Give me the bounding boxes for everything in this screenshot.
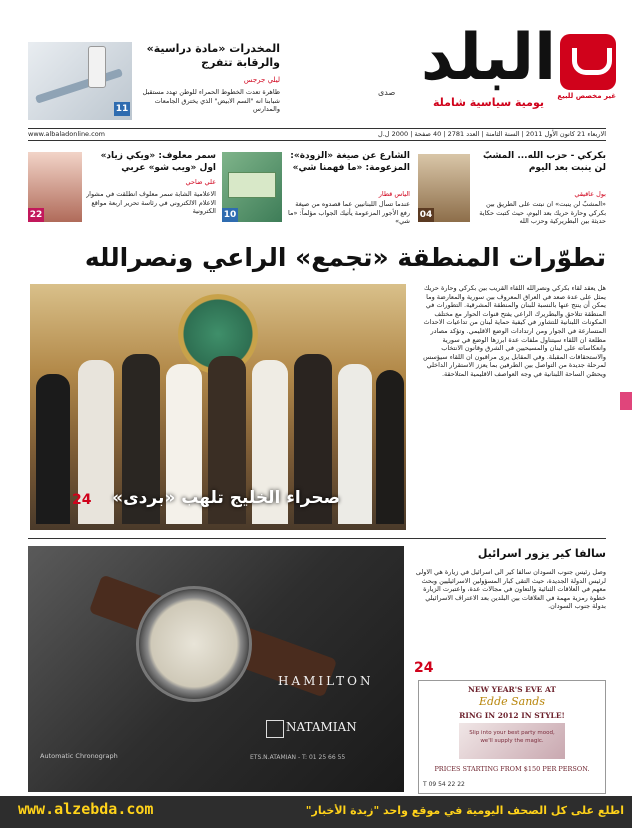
ad-eddesands-title: NEW YEAR'S EVE AT bbox=[468, 685, 556, 694]
teaser-samar[interactable] bbox=[28, 146, 216, 226]
ad-natamian-name: NATAMIAN bbox=[286, 720, 357, 734]
masthead-title: البلد bbox=[420, 21, 556, 95]
photo-caption: صحراء الخليج تلهب «بردى» bbox=[112, 488, 340, 508]
teaser-bkerke-body: «المشبّ لن ينبت» ان نبتت على الطريق بين بكركي وحارة حريك بعد اليوم، حيث كتبت حكاية حديثة بين البطريركية وحزب الله bbox=[479, 200, 606, 225]
vial-icon bbox=[88, 46, 106, 88]
main-headline: تطوّرات المنطقة «تجمع» الراعي ونصرالله bbox=[84, 243, 606, 272]
footer-site[interactable]: www.alzebda.com bbox=[18, 800, 154, 818]
ad-natamian-contact: ETS.N.ATAMIAN - T: 01 25 66 55 bbox=[250, 754, 346, 761]
teaser-drugs-title: المخدرات «مادة دراسية» والرقابة تتفرج bbox=[146, 42, 280, 69]
teaser-wage-body: عندما تسأل اللبنانيين عما قصدوه من صيغة رفع الأجور المزعومة يأتيك الجواب مؤلماً: «ما شي» bbox=[288, 200, 410, 225]
ad-hamilton-model: Automatic Chronograph bbox=[40, 752, 118, 760]
teaser-bkerke-page-badge: 04 bbox=[419, 210, 433, 220]
teaser-drugs[interactable] bbox=[28, 36, 280, 122]
teaser-samar-image bbox=[28, 152, 82, 222]
masthead-prefix: صدى bbox=[378, 88, 396, 97]
footer-banner bbox=[0, 796, 632, 828]
teaser-drugs-page-badge: 11 bbox=[115, 104, 129, 114]
lead-article: هل يعقد لقاء بكركي ونصرالله اللقاء القريب بين بكركي وحارة حريك يمثل على عدة صعد في العراق المعروف بين سورية والمعارضة وما يمكن أن ينتج عنها بالنسبة للبنان والمنطقة المشرقية. التطورات في المنطقة تتلاحق والبطريرك الراعي يفتح قنوات الحوار مع مختلف المكونات اللبنانية للتشاور في كيفية حماية لبنان من تداعيات الاحداث المتسارعة في الجوار ومن ارتدادات الوضع الاقليمي. وتؤكد مصادر مطلعة ان اللقاء سيتناول ملفات عدة ابرزها الوضع في سورية وانعكاساته على لبنان والمسيحيين في الشرق وقانون الانتخاب والاستحقاقات المقبلة. وفي المقابل يرى مراقبون ان اللقاء سيؤسس لمرحلة جديدة من التواصل بين الطرفين بما يعزز الاستقرار الداخلي ويحصّن الساحة اللبنانية في وجه العواصف الاقليمية المتلاحقة. bbox=[423, 284, 606, 378]
teaser-drugs-body: ظاهرة تعدت الخطوط الحمراء للوطن تهدد مستقبل شبابنا انه "السم الابيض" الذي يخترق الجامعات والمدارس bbox=[142, 88, 280, 113]
ad-eddesands-venue: Edde Sands bbox=[479, 695, 545, 708]
teaser-wage-page-badge: 10 bbox=[223, 210, 237, 220]
syringe-icon bbox=[35, 68, 123, 103]
ad-eddesands-price: PRICES STARTING FROM $150 PER PERSON. bbox=[434, 765, 590, 773]
teaser-samar-body: الاعلامية الشابة سمر معلوف انطلقت في مشوار الاعلام الالكتروني في رئاسة تحرير اربعة مواقع الكترونية bbox=[86, 190, 216, 215]
teaser-drugs-image bbox=[28, 42, 132, 120]
teaser-wage-author: الياس قطار bbox=[378, 190, 410, 198]
masthead-tagline: يومية سياسية شاملة bbox=[433, 96, 544, 109]
teaser-bkerke-image bbox=[418, 154, 470, 222]
section-rule bbox=[28, 538, 606, 539]
edge-marker bbox=[620, 392, 632, 410]
ad-natamian-logo bbox=[266, 718, 376, 740]
logo-red-mark bbox=[560, 34, 616, 90]
teaser-bkerke[interactable] bbox=[418, 146, 606, 226]
teaser-wage[interactable] bbox=[222, 146, 410, 226]
teaser-drugs-author: ليلي جرجس bbox=[243, 76, 280, 84]
banknote-icon bbox=[228, 172, 276, 198]
masthead-dateline: الاربعاء 21 كانون الأول 2011 | السنة الثامنة | العدد 2781 | 40 صفحة | 2000 ل.ل bbox=[378, 130, 606, 138]
logo-mark-icon bbox=[572, 48, 612, 75]
masthead bbox=[0, 0, 632, 140]
ad-eddesands-image bbox=[459, 723, 565, 759]
masthead-motto: غير مخصص للبيع bbox=[557, 92, 616, 100]
teaser-wage-title: الشارع عن صيغة «الزودة»: المزعومة: «ما فهمنا شي» bbox=[290, 151, 410, 173]
ad-eddesands[interactable] bbox=[418, 680, 606, 794]
teaser-samar-page-badge: 22 bbox=[29, 210, 43, 220]
side-story-title: سالفا كير يزور اسرائيل bbox=[477, 547, 606, 560]
masthead-logo bbox=[320, 21, 616, 122]
masthead-rule-top bbox=[28, 128, 606, 129]
teaser-samar-title: سمر معلوف: «ويكي زياد» اول «ويب شو» عربي bbox=[100, 151, 216, 173]
masthead-website[interactable]: www.albaladonline.com bbox=[28, 130, 106, 138]
teaser-bkerke-author: بول عاقيقي bbox=[574, 190, 606, 198]
masthead-rule-bottom bbox=[28, 140, 606, 141]
side-story-body: وصل رئيس جنوب السودان سالفا كير الى اسرائيل في زيارة هي الاولى لرئيس الدولة الجديدة، حيث التقى كبار المسؤولين الاسرائيليين وبحث معهم في العلاقات الثنائية والتعاون في مجالات عدة، واعتبرت الزيارة خطوة رمزية مهمة في العلاقات بين البلدين بعد الاعتراف الاسرائيلي بدولة جنوب السودان. bbox=[415, 568, 606, 610]
ad-eddesands-phone: T 09 54 22 22 bbox=[423, 781, 465, 788]
photo-page-number: 24 bbox=[72, 492, 92, 508]
teaser-wage-image bbox=[222, 152, 282, 222]
side-story-page: 24 bbox=[414, 660, 434, 676]
teaser-samar-author: علي ضاحي bbox=[185, 178, 216, 186]
main-photo[interactable] bbox=[30, 284, 406, 530]
ad-hamilton[interactable] bbox=[28, 546, 404, 792]
ad-hamilton-brand: HAMILTON bbox=[278, 674, 374, 688]
side-story[interactable] bbox=[414, 546, 606, 682]
teaser-bkerke-title: بكركي - حزب الله... المشبّ لن ينبت بعد اليوم bbox=[483, 151, 606, 173]
ad-eddesands-offer: Slip into your best party mood, we'll supply the magic. bbox=[469, 730, 555, 744]
ad-eddesands-subtitle: RING IN 2012 IN STYLE! bbox=[459, 711, 565, 720]
teaser-strip bbox=[28, 146, 606, 232]
footer-promo: اطلع على كل الصحف اليومية في موقع واحد "زبدة الأخبار" bbox=[305, 804, 624, 817]
watch-face-icon bbox=[136, 586, 252, 702]
